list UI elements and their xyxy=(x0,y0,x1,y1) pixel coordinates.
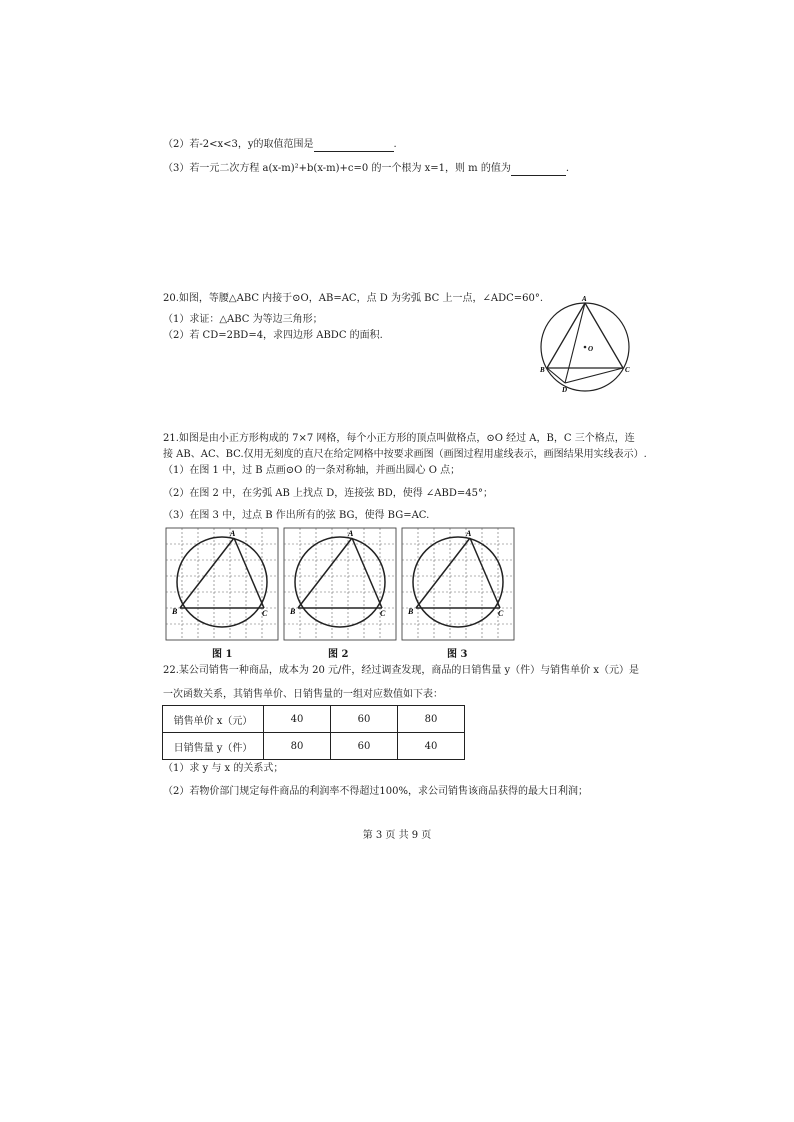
grid-figure-1 xyxy=(166,528,278,640)
segment-ac xyxy=(234,538,264,608)
table-cell: 60 xyxy=(331,706,398,733)
table-cell: 60 xyxy=(331,733,398,760)
q21-stem-line2: 接 AB、AC、BC.仅用无刻度的直尺在给定网格中按要求画图（画图过程用虚线表示，画图结果用实线表示）. xyxy=(163,449,647,460)
table-cell: 40 xyxy=(264,706,331,733)
label-d: D xyxy=(562,386,568,394)
q22-stem-line2: 一次函数关系，其销售单价、日销售量的一组对应数值如下表： xyxy=(163,689,443,700)
segment-ab xyxy=(298,538,352,608)
center-dot xyxy=(584,346,587,349)
figure-caption-1: 图 1 xyxy=(212,649,233,660)
q20-stem: 20.如图，等腰△ABC 内接于⊙O，AB=AC，点 D 为劣弧 BC 上一点，∠ADC=60°. xyxy=(163,293,544,304)
row-header: 日销售量 y（件） xyxy=(163,733,264,760)
segment-ac xyxy=(585,303,623,368)
table-row xyxy=(163,706,465,733)
q20-part2: （2）若 CD=2BD=4，求四边形 ABDC 的面积. xyxy=(163,330,383,341)
label-a: A xyxy=(466,529,472,538)
figure-caption-2: 图 2 xyxy=(328,649,349,660)
segment-dc xyxy=(565,368,623,383)
grid-figure-2 xyxy=(284,528,396,640)
q19-part2-text: （2）若-2<x<3，y的取值范围是 xyxy=(163,139,314,150)
grid-figure-3 xyxy=(402,528,514,640)
answer-blank xyxy=(511,175,566,176)
q21-stem-line1: 21.如图是由小正方形构成的 7×7 网格，每个小正方形的顶点叫做格点，⊙O 经过 A，B，C 三个格点，连 xyxy=(163,433,635,444)
label-a: A xyxy=(230,529,236,538)
q22-stem-line1: 22.某公司销售一种商品，成本为 20 元/件，经过调查发现，商品的日销售量 y（件）与销售单价 x（元）是 xyxy=(163,665,640,676)
q22-part1: （1）求 y 与 x 的关系式； xyxy=(163,763,284,774)
label-b: B xyxy=(540,366,545,374)
q19-part3-text: （3）若一元二次方程 a(x-m)²+b(x-m)+c=0 的一个根为 x=1，则 m 的值为 xyxy=(163,163,511,174)
segment-ac xyxy=(470,538,500,608)
price-sales-table xyxy=(162,705,465,760)
answer-blank xyxy=(314,151,394,152)
segment-ab xyxy=(416,538,470,608)
dashed-grid xyxy=(284,528,396,640)
label-b: B xyxy=(172,607,178,616)
table-cell: 40 xyxy=(398,733,465,760)
segment-ac xyxy=(352,538,382,608)
dashed-grid xyxy=(402,528,514,640)
segment-ad xyxy=(565,303,585,383)
table-row xyxy=(163,733,465,760)
table-cell: 80 xyxy=(398,706,465,733)
q20-figure xyxy=(537,297,637,397)
table-cell: 80 xyxy=(264,733,331,760)
label-a: A xyxy=(582,295,587,303)
q22-part2: （2）若物价部门规定每件商品的利润率不得超过100%，求公司销售该商品获得的最大日利润； xyxy=(163,786,588,797)
label-c: C xyxy=(498,609,504,618)
label-c: C xyxy=(380,609,386,618)
page-footer: 第 3 页 共 9 页 xyxy=(362,830,432,841)
label-b: B xyxy=(408,607,414,616)
figure-caption-3: 图 3 xyxy=(447,649,468,660)
segment-ab xyxy=(180,538,234,608)
segment-ab xyxy=(547,303,585,368)
label-o: O xyxy=(588,345,594,353)
q21-part3: （3）在图 3 中，过点 B 作出所有的弦 BG，使得 BG=AC. xyxy=(163,510,430,521)
label-a: A xyxy=(348,529,354,538)
label-b: B xyxy=(290,607,296,616)
dashed-grid xyxy=(166,528,278,640)
q19-part3: （3）若一元二次方程 a(x-m)²+b(x-m)+c=0 的一个根为 x=1，则 m 的值为 . xyxy=(163,163,570,174)
q20-part1: （1）求证：△ABC 为等边三角形； xyxy=(163,314,323,325)
label-c: C xyxy=(262,609,268,618)
q21-part1: （1）在图 1 中，过 B 点画⊙O 的一条对称轴，并画出圆心 O 点； xyxy=(163,465,461,476)
label-c: C xyxy=(625,366,630,374)
q19-part2: （2）若-2<x<3，y的取值范围是 . xyxy=(163,139,397,150)
q21-part2: （2）在图 2 中，在劣弧 AB 上找点 D，连接弦 BD，使得 ∠ABD=45°； xyxy=(163,488,493,499)
row-header: 销售单价 x（元） xyxy=(163,706,264,733)
